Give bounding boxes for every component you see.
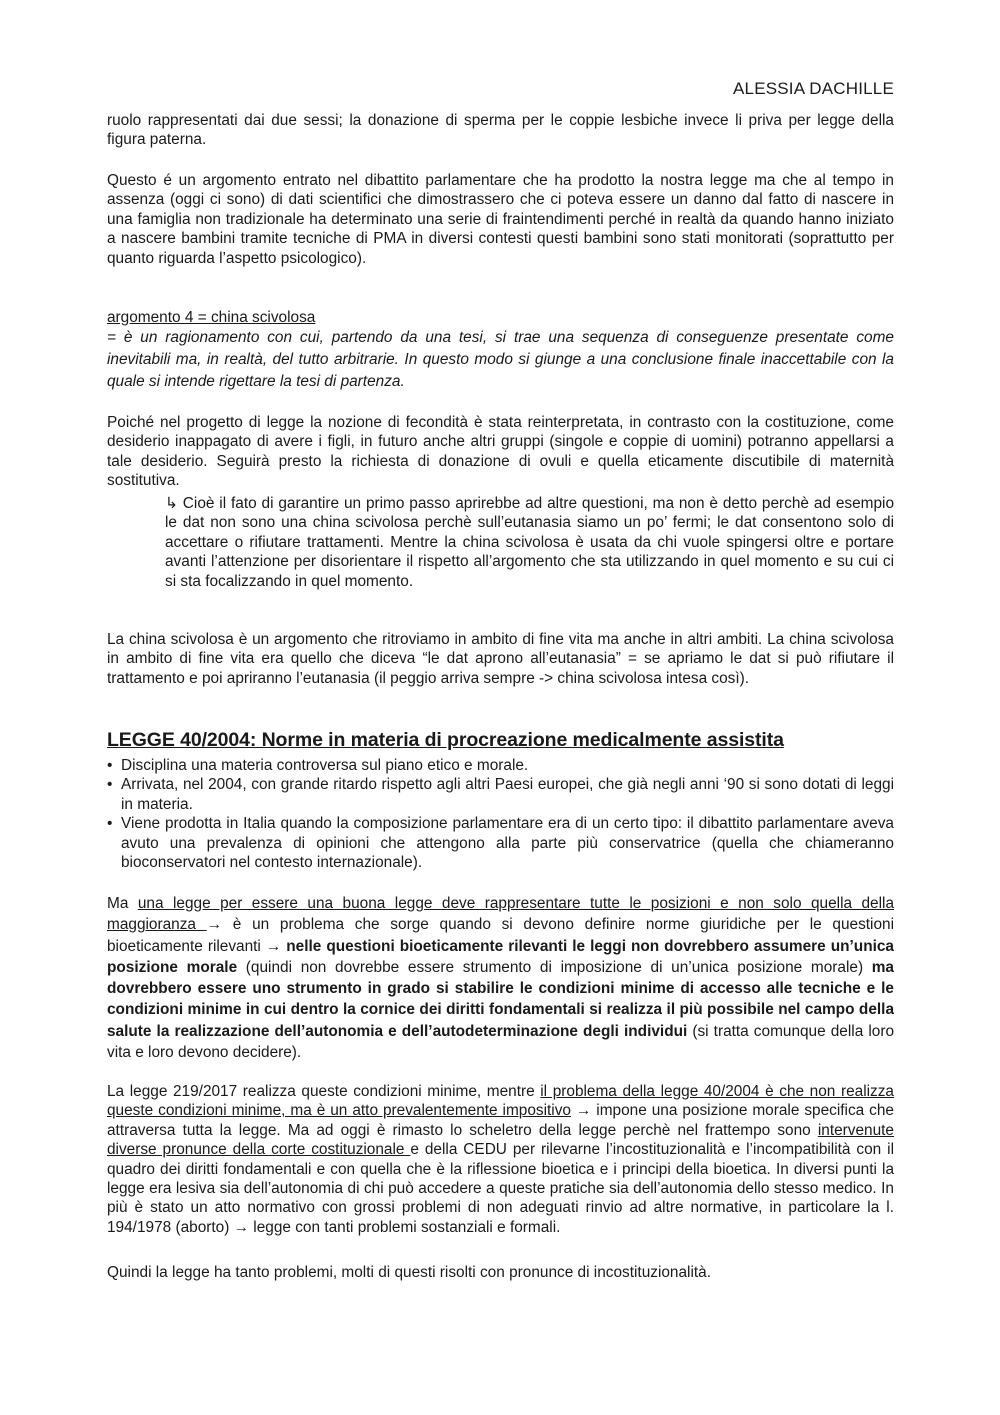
bullet-item: • Disciplina una materia controversa sul piano etico e morale.: [107, 756, 894, 775]
text-span: (si tratta comunque della loro vita e loro devono decidere).: [107, 1022, 895, 1062]
underlined-span: intervenute diverse pronunce della corte costituzionale: [107, 1121, 894, 1159]
arrow-note-text: Cioè il fato di garantire un primo passo aprirebbe ad altre questioni, ma non è detto perchè ad esempio le dat non sono una china scivolosa perchè sull’eutanasia siamo un po’ fermi; le dat consentono solo di accettare o rifiutare trattamenti. Mentre la china scivolosa è usata da chi vuole spingersi oltre e portare avanti l’attenzione per disorientare il rispetto all’argomento che sta utilizzando in quel momento e su cui ci si sta focalizzando in quel momento.: [165, 495, 895, 590]
section-heading-legge-40: LEGGE 40/2004: Norme in materia di procreazione medicalmente assistita: [107, 729, 784, 751]
bold-span: nelle questioni bioeticamente rilevanti le leggi non dovrebbero assumere un’unica posizione morale: [107, 937, 894, 976]
text-span: (quindi non dovrebbe essere strumento di imposizione di un’unica posizione morale): [237, 958, 872, 976]
page-header-author: ALESSIA DACHILLE: [733, 79, 894, 98]
return-arrow-icon: ↳: [165, 495, 178, 512]
paragraph-conclusion: Quindi la legge ha tanto problemi, molti di questi risolti con pronunce di incostituzionalità.: [107, 1264, 711, 1281]
paragraph-fecondita: Poiché nel progetto di legge la nozione di fecondità è stata reinterpretata, in contrasto con la costituzione, come desiderio inappagato di avere i figli, in futuro anche altri gruppi (singole e coppie di uomini) potranno appellarsi a tale desiderio. Seguirà presto la richiesta di donazione di ovuli e quella eticamente discutibile di maternità sostitutiva.: [107, 414, 894, 490]
argument-4-title: argomento 4 = china scivolosa: [107, 309, 316, 326]
paragraph-buona-legge: [107, 893, 894, 1063]
bullet-list: [107, 756, 894, 872]
underlined-span: una legge per essere una buona legge deve rappresentare tutte le posizioni e non solo quella della maggioranza: [107, 895, 895, 934]
text-span: → impone una posizione morale specifica che attraversa tutta la legge. Ma ad oggi è rimasto lo scheletro della legge perchè nel frattempo sono: [107, 1102, 894, 1139]
arrow-note: [165, 494, 894, 591]
paragraph-intro: ruolo rappresentati dai due sessi; la donazione di sperma per le coppie lesbiche invece li priva per legge della figura paterna.: [107, 112, 894, 149]
text-span: e della CEDU per rilevarne l’incostituzionalità e l’incompatibilità con il quadro dei diritti fondamentali e con quella che è la riflessione bioetica e i principi della bioetica. In diversi punti la legge era lesiva sia dell’autonomia di chi può accedere a queste pratiche sia dell’autonomia dello stesso medico. In più è stato un atto normativo con grossi problemi di non adeguati rinvio ad altre normative, in particolare la l. 194/1978 (aborto) → legge con tanti problemi sostanziali e formali.: [107, 1141, 894, 1236]
argument-4-block: [107, 308, 894, 393]
bold-span: ma dovrebbero essere uno strumento in grado si stabilire le condizioni minime di accesso alle tecniche e le condizioni minime in cui dentro la cornice dei diritti fondamentali si realizza il più possibile nel campo della salute la realizzazione dell’autonomia e dell’autodeterminazione degli individui: [107, 958, 894, 1040]
text-span: → è un problema che sorge quando si devono definire norme giuridiche per le questioni bioeticamente rilevanti →: [107, 916, 894, 955]
text-span: Ma: [107, 895, 138, 912]
text-span: La legge 219/2017 realizza queste condizioni minime, mentre: [107, 1083, 541, 1100]
underlined-span: il problema della legge 40/2004 è che non realizza queste condizioni minime, ma è un atto prevalentemente impositivo: [107, 1083, 894, 1120]
bullet-item: • Viene prodotta in Italia quando la composizione parlamentare era di un certo tipo: il dibattito parlamentare aveva avuto una prevalenza di opinioni che attengono alla parte più conservatrice (quella che chiameranno bioconservatori nel contesto internazionale).: [107, 814, 894, 872]
paragraph-legge-219: [107, 1082, 894, 1237]
bullet-item: • Arrivata, nel 2004, con grande ritardo rispetto agli altri Paesi europei, che già negli anni ‘90 si sono dotati di leggi in materia.: [107, 775, 894, 814]
argument-4-definition: = è un ragionamento con cui, partendo da una tesi, si trae una sequenza di conseguenze presentate come inevitabili ma, in realtà, del tutto arbitrarie. In questo modo si giunge a una conclusione finale inaccettabile con la quale si intende rigettare la tesi di partenza.: [107, 329, 894, 391]
paragraph-china-scivolosa: La china scivolosa è un argomento che ritroviamo in ambito di fine vita ma anche in altri ambiti. La china scivolosa in ambito di fine vita era quello che diceva “le dat aprono all’eutanasia” = se apriamo le dat si può rifiutare il trattamento e poi apriranno l’eutanasia (il peggio arriva sempre -> china scivolosa intesa così).: [107, 631, 894, 687]
paragraph-debate: Questo é un argomento entrato nel dibattito parlamentare che ha prodotto la nostra legge ma che al tempo in assenza (oggi ci sono) di dati scientifici che dimostrassero che ci poteva essere un danno dal fatto di nascere in una famiglia non tradizionale ha determinato una serie di fraintendimenti perché in realtà da quando hanno iniziato a nascere bambini tramite tecniche di PMA in diversi contesti questi bambini sono stati monitorati (soprattutto per quanto riguarda l’aspetto psicologico).: [107, 172, 894, 267]
